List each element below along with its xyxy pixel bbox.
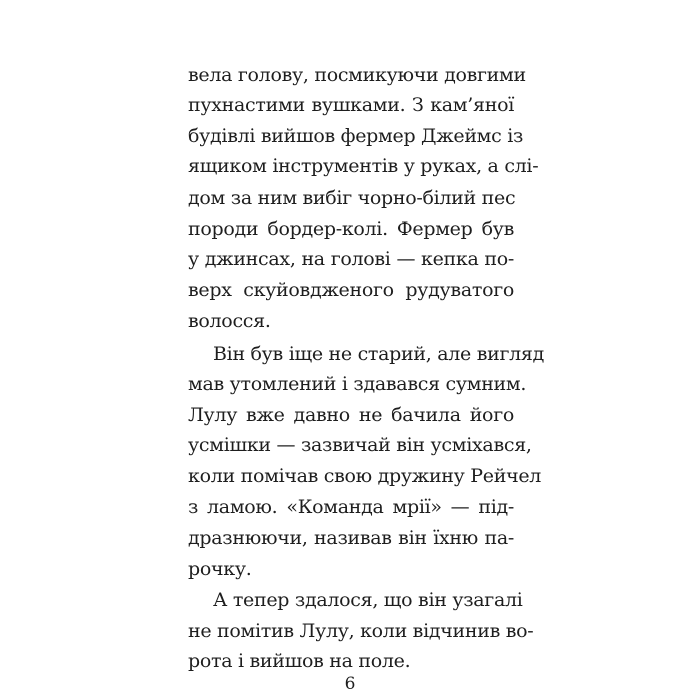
text-line: будівлі вийшов фермер Джеймс із [188, 125, 524, 147]
text-line: пухнастими вушками. З кам’яної [188, 94, 514, 116]
text-line: у джинсах, на голові — кепка по- [188, 248, 514, 270]
text-line: не помітив Лулу, коли відчинив во- [188, 620, 534, 642]
text-line: вела голову, посмикуючи довгими [188, 64, 526, 86]
text-line: рочку. [188, 558, 252, 580]
text-line: усмішки — зазвичай він усміхався, [188, 434, 532, 456]
text-line: рота і вийшов на поле. [188, 650, 411, 672]
text-line: дом за ним вибіг чорно-білий пес [188, 187, 516, 209]
text-line: верх скуйовдженого рудуватого [188, 279, 514, 301]
text-line: коли помічав свою дружину Рейчел [188, 465, 542, 487]
text-line: волосся. [188, 310, 271, 332]
text-line: дразнюючи, називав він їхню па- [188, 527, 514, 549]
text-line: Він був іще не старий, але вигляд [213, 343, 544, 365]
text-line: ящиком інструментів у руках, а слі- [188, 155, 539, 177]
text-line: мав утомлений і здавався сумним. [188, 373, 527, 395]
text-line: з ламою. «Команда мрії» — під- [188, 496, 514, 518]
text-line: Лулу вже давно не бачила його [188, 404, 514, 426]
text-line: А тепер здалося, що він узагалі [213, 589, 523, 611]
page-number: 6 [344, 674, 356, 694]
text-line: породи бордер-колі. Фермер був [188, 218, 514, 240]
